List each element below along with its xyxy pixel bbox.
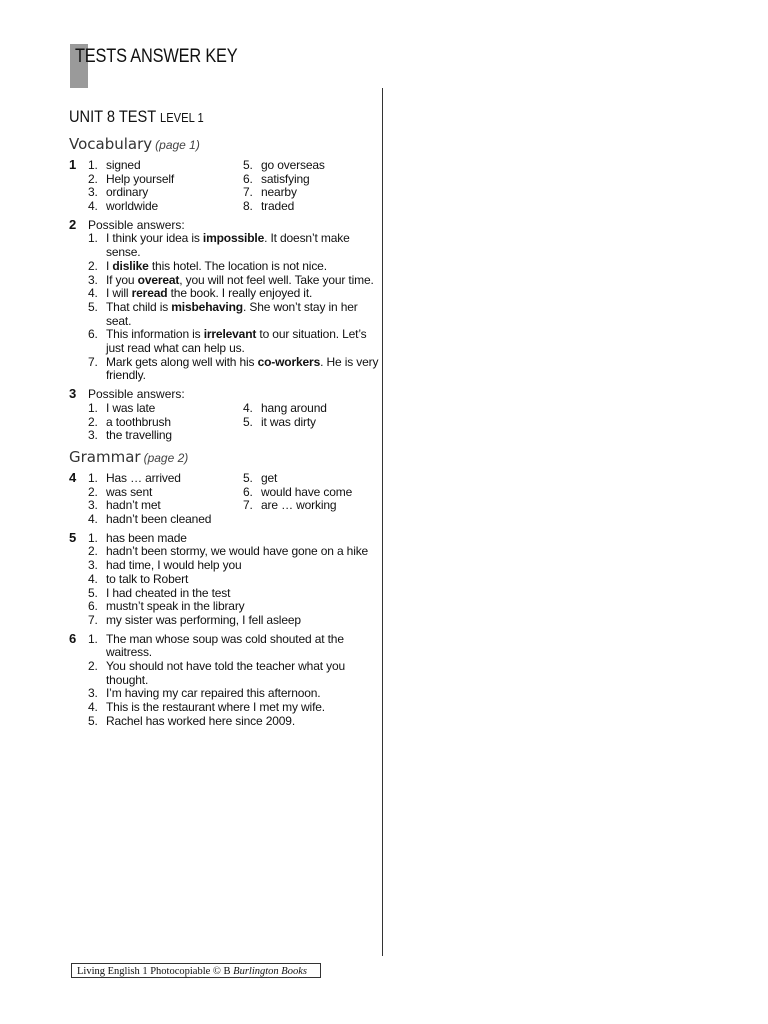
item-number: 1. xyxy=(88,631,98,646)
item-number: 3. xyxy=(88,498,98,513)
item-number: 5. xyxy=(243,470,253,485)
answer-item xyxy=(88,687,381,701)
item-number: 7. xyxy=(243,185,253,200)
item-number: 4. xyxy=(88,512,98,527)
item-text: hang around xyxy=(261,400,327,415)
item-text: satisfying xyxy=(261,171,310,186)
item-number: 2. xyxy=(88,414,98,429)
exercise-3 xyxy=(69,388,381,443)
exercise-number: 4 xyxy=(69,469,77,485)
answer-item xyxy=(243,402,381,416)
answer-item xyxy=(88,559,381,573)
answer-item xyxy=(243,486,381,500)
answer-item xyxy=(243,173,381,187)
answer-item xyxy=(88,173,243,187)
item-number: 1. xyxy=(88,530,98,545)
item-number: 4. xyxy=(88,571,98,586)
item-text: You should not have told the teacher what you thought. xyxy=(106,659,345,687)
exercise-1-answers xyxy=(88,159,381,214)
item-text: mustn’t speak in the library xyxy=(106,599,245,614)
item-text: Help yourself xyxy=(106,171,175,186)
answer-item xyxy=(88,472,243,486)
exercise-2-answers xyxy=(88,232,381,383)
item-number: 2. xyxy=(88,484,98,499)
answer-item xyxy=(88,287,381,301)
item-number: 4. xyxy=(88,199,98,214)
item-keyword: impossible xyxy=(202,231,265,246)
item-text-pre: That child is xyxy=(106,299,172,314)
exercise-number: 6 xyxy=(69,630,77,646)
exercise-1 xyxy=(69,159,381,214)
item-text: it was dirty xyxy=(261,414,316,429)
answer-item xyxy=(88,186,243,200)
section-page-ref: (page 1) xyxy=(155,138,200,152)
answer-item xyxy=(88,429,243,443)
item-text: nearby xyxy=(261,185,297,200)
item-number: 5. xyxy=(88,713,98,728)
exercise-2 xyxy=(69,216,381,383)
item-keyword: irrelevant xyxy=(203,327,257,342)
answer-item xyxy=(243,472,381,486)
item-text: This is the restaurant where I met my wife. xyxy=(106,700,325,715)
item-text-pre: Mark gets along well with his xyxy=(106,354,258,369)
answer-item xyxy=(88,200,243,214)
exercise-number: 2 xyxy=(69,216,77,232)
item-text-post: the book. I really enjoyed it. xyxy=(167,286,313,301)
item-number: 2. xyxy=(88,659,98,674)
exercise-5 xyxy=(69,529,381,628)
item-number: 1. xyxy=(88,400,98,415)
answer-item xyxy=(88,545,381,559)
item-text: I’m having my car repaired this afternoon. xyxy=(106,686,321,701)
item-number: 6. xyxy=(243,484,253,499)
item-text: hadn’t been cleaned xyxy=(106,512,212,527)
answer-item xyxy=(243,186,381,200)
exercise-5-answers xyxy=(88,532,381,628)
answer-item xyxy=(88,513,243,527)
item-text-pre: I xyxy=(106,258,113,273)
item-text: a toothbrush xyxy=(106,414,171,429)
column-divider xyxy=(382,88,383,956)
item-text: are … working xyxy=(261,498,337,513)
item-text: worldwide xyxy=(106,199,159,214)
answer-item xyxy=(243,416,381,430)
item-text-post: to our situation. Let’s just read what can help us. xyxy=(106,327,367,356)
answer-item xyxy=(88,328,381,355)
item-text: hadn’t met xyxy=(106,498,161,513)
answer-item xyxy=(243,499,381,513)
unit-title xyxy=(69,106,337,129)
answer-key-column xyxy=(69,106,381,734)
item-text: the travelling xyxy=(106,428,172,443)
item-text-post: . He is very friendly. xyxy=(106,354,379,383)
answer-item xyxy=(88,715,381,729)
item-number: 7. xyxy=(88,612,98,627)
publisher-logo-icon: B xyxy=(223,966,231,977)
exercise-6-answers xyxy=(88,633,381,729)
item-text-post: , you will not feel well. Take your time. xyxy=(179,272,374,287)
item-text: to talk to Robert xyxy=(106,571,189,586)
item-number: 5. xyxy=(243,158,253,172)
answer-item xyxy=(88,402,243,416)
item-number: 7. xyxy=(88,354,98,369)
item-number: 1. xyxy=(88,231,98,246)
page-header-title: TESTS ANSWER KEY xyxy=(75,46,238,67)
section-title-text: Grammar xyxy=(69,447,141,466)
item-number: 2. xyxy=(88,171,98,186)
answer-item xyxy=(88,587,381,601)
item-text: my sister was performing, I fell asleep xyxy=(106,612,301,627)
item-keyword: misbehaving xyxy=(171,299,243,314)
item-text-post: . It doesn’t make sense. xyxy=(106,231,350,260)
item-number: 3. xyxy=(88,185,98,200)
answer-item xyxy=(88,486,243,500)
answer-item xyxy=(88,614,381,628)
answer-item xyxy=(88,159,243,173)
item-number: 6. xyxy=(88,599,98,614)
exercise-number: 5 xyxy=(69,529,77,545)
answer-item xyxy=(88,416,243,430)
exercise-4 xyxy=(69,469,381,527)
item-keyword: overeat xyxy=(137,272,180,287)
exercise-number: 1 xyxy=(69,157,77,172)
unit-title-text: UNIT 8 TEST xyxy=(69,107,156,126)
section-page-ref: (page 2) xyxy=(143,450,189,465)
item-text: had time, I would help you xyxy=(106,558,242,573)
item-text: Rachel has worked here since 2009. xyxy=(106,713,296,728)
answer-item xyxy=(88,232,381,259)
footer-copyright xyxy=(71,963,321,978)
item-text: ordinary xyxy=(106,185,149,200)
item-number: 6. xyxy=(88,327,98,342)
item-text-post: this hotel. The location is not nice. xyxy=(148,258,327,273)
item-text-pre: If you xyxy=(106,272,138,287)
footer-text: Living English 1 Photocopiable © xyxy=(77,966,224,977)
item-number: 8. xyxy=(243,199,253,214)
item-text: I was late xyxy=(106,400,156,415)
exercise-4-answers xyxy=(88,472,381,527)
answer-item xyxy=(88,701,381,715)
item-number: 2. xyxy=(88,258,98,273)
item-text: traded xyxy=(261,199,295,214)
answer-item xyxy=(88,532,381,546)
section-title-grammar xyxy=(69,448,381,468)
item-number: 5. xyxy=(88,585,98,600)
answer-item xyxy=(88,600,381,614)
item-text: would have come xyxy=(261,484,353,499)
answer-item xyxy=(88,633,381,660)
exercise-number: 3 xyxy=(69,386,77,402)
item-number: 7. xyxy=(243,498,253,513)
item-text: Has … arrived xyxy=(106,470,181,485)
item-text: has been made xyxy=(106,530,187,545)
item-keyword: dislike xyxy=(112,258,149,273)
answer-item xyxy=(88,499,243,513)
item-number: 1. xyxy=(88,470,98,485)
item-number: 6. xyxy=(243,171,253,186)
item-number: 1. xyxy=(88,158,98,172)
item-number: 4. xyxy=(243,400,253,415)
item-number: 5. xyxy=(88,299,98,314)
item-text: go overseas xyxy=(261,158,325,172)
exercise-intro: Possible answers: xyxy=(88,387,185,402)
item-number: 4. xyxy=(88,286,98,301)
answer-item xyxy=(88,274,381,288)
item-text: signed xyxy=(106,158,141,172)
item-text-pre: I think your idea is xyxy=(106,231,203,246)
section-title-vocabulary xyxy=(69,135,381,155)
exercise-6 xyxy=(69,630,381,729)
unit-level: LEVEL 1 xyxy=(160,110,204,125)
item-keyword: reread xyxy=(131,286,168,301)
answer-item xyxy=(88,260,381,274)
item-number: 2. xyxy=(88,544,98,559)
item-number: 3. xyxy=(88,428,98,443)
item-text: get xyxy=(261,470,278,485)
answer-item xyxy=(88,660,381,687)
item-text-pre: This information is xyxy=(106,327,204,342)
item-keyword: co-workers xyxy=(257,354,321,369)
item-number: 5. xyxy=(243,414,253,429)
section-title-text: Vocabulary xyxy=(69,135,153,153)
item-text-pre: I will xyxy=(106,286,132,301)
footer-brand: Burlington Books xyxy=(233,966,307,977)
answer-item xyxy=(88,573,381,587)
item-text: I had cheated in the test xyxy=(106,585,231,600)
item-number: 4. xyxy=(88,700,98,715)
item-text: was sent xyxy=(106,484,153,499)
item-number: 3. xyxy=(88,272,98,287)
exercise-intro: Possible answers: xyxy=(88,217,185,232)
item-text: The man whose soup was cold shouted at the waitress. xyxy=(106,631,344,660)
item-text: hadn’t been stormy, we would have gone on a hike xyxy=(106,544,369,559)
answer-item xyxy=(243,200,381,214)
item-number: 3. xyxy=(88,686,98,701)
item-text-post: . She won’t stay in her seat. xyxy=(106,299,358,328)
answer-item xyxy=(88,356,381,383)
item-number: 3. xyxy=(88,558,98,573)
exercise-3-answers xyxy=(88,402,381,443)
answer-item xyxy=(243,159,381,173)
answer-item xyxy=(88,301,381,328)
